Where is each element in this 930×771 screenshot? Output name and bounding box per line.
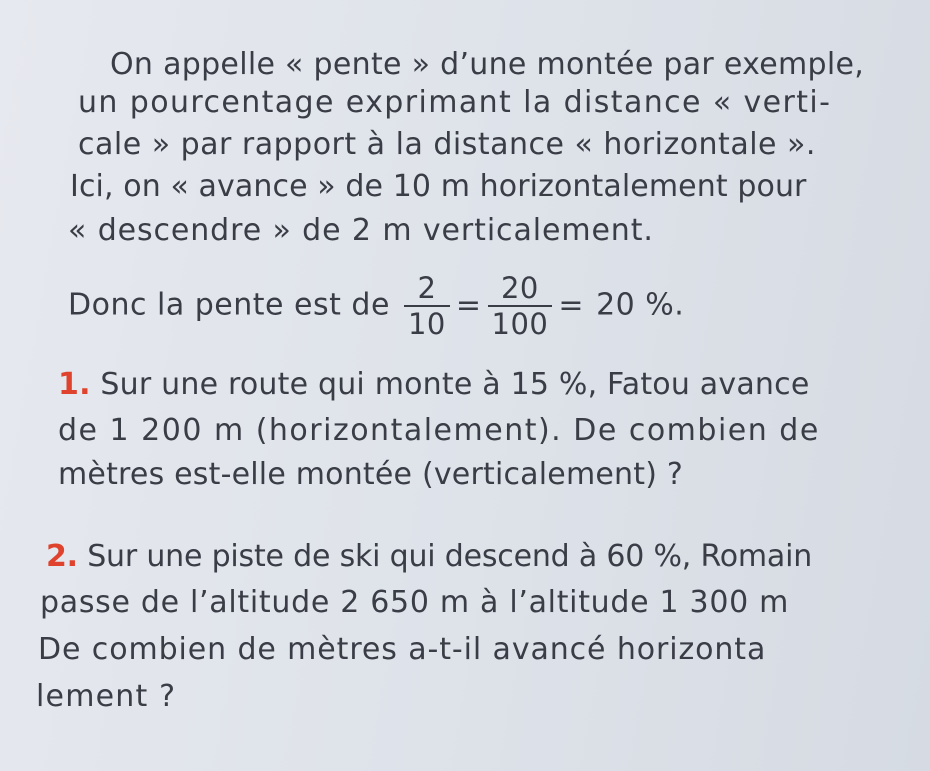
slope-formula [68, 260, 684, 350]
fraction-2-over-10 [404, 271, 450, 341]
exercise-2-line-4: lement ? [36, 679, 177, 714]
intro-line-4: Ici, on « avance » de 10 m horizontalement pour [70, 169, 807, 204]
exercise-1-line-1 [58, 365, 810, 405]
fraction-1-numerator: 2 [404, 271, 450, 307]
exercise-2-text-1: Sur une piste de ski qui descend à 60 %, Romain [87, 539, 813, 574]
exercise-2-line-3: De combien de mètres a-t-il avancé horizonta [38, 632, 767, 667]
exercise-2-line-2: passe de l’altitude 2 650 m à l’altitude 1 300 m [40, 585, 790, 620]
exercise-2-number: 2. [46, 539, 78, 574]
exercise-1-line-2: de 1 200 m (horizontalement). De combien de [58, 413, 820, 448]
intro-line-2: un pourcentage exprimant la distance « verti- [78, 85, 832, 120]
fraction-20-over-100 [488, 271, 553, 341]
equals-sign-2: = [558, 287, 585, 323]
intro-line-3: cale » par rapport à la distance « horizontale ». [78, 127, 816, 162]
fraction-2-numerator: 20 [488, 271, 553, 307]
exercise-2-line-1 [46, 537, 812, 577]
fraction-1-denominator: 10 [407, 306, 446, 341]
exercise-1-text-1: Sur une route qui monte à 15 %, Fatou avance [100, 367, 810, 402]
exercise-1-line-3: mètres est-elle montée (verticalement) ? [58, 457, 683, 492]
intro-line-1: On appelle « pente » d’une montée par exemple, [110, 47, 865, 82]
formula-result: 20 %. [596, 287, 685, 323]
fraction-2-denominator: 100 [491, 306, 549, 341]
intro-line-5: « descendre » de 2 m verticalement. [68, 213, 654, 248]
formula-prefix: Donc la pente est de [68, 287, 390, 323]
exercise-1-number: 1. [58, 367, 91, 402]
equals-sign-1: = [455, 287, 482, 323]
